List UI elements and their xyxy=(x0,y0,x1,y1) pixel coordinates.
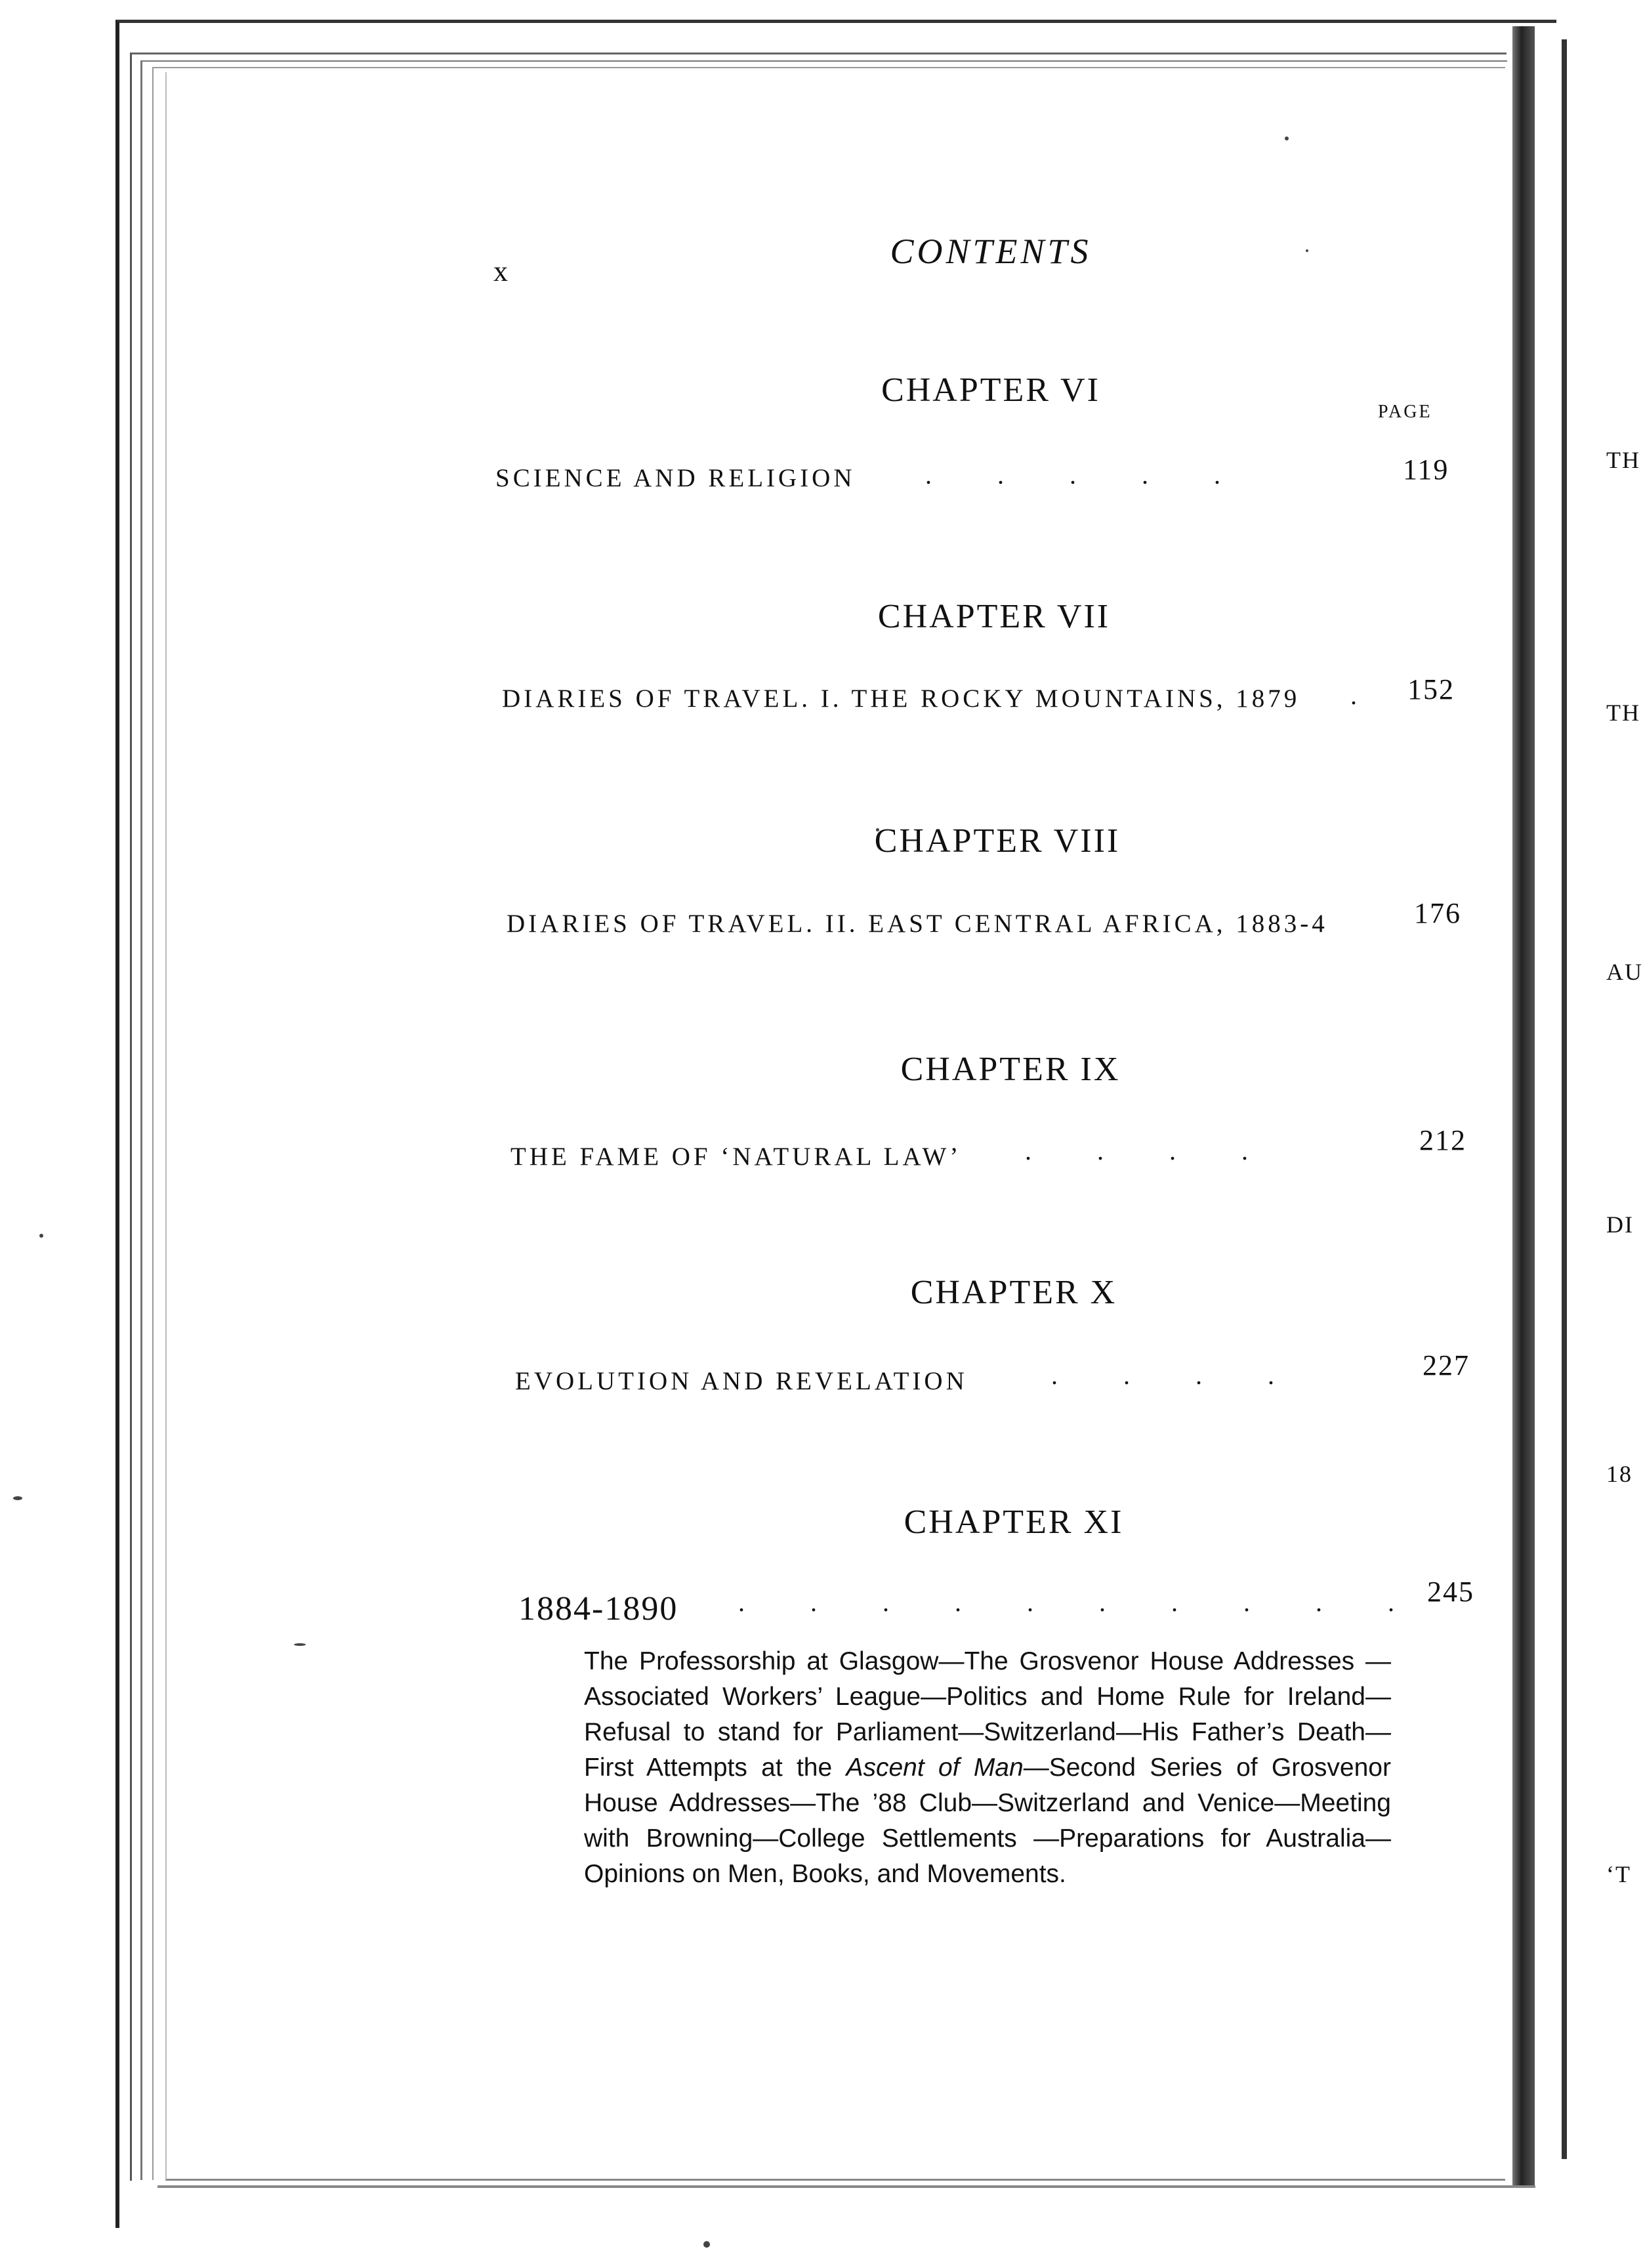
chapter-heading: CHAPTER IX xyxy=(900,1051,1121,1088)
chapter-heading: CHAPTER VI xyxy=(881,371,1100,409)
scan-speck xyxy=(1306,249,1308,252)
contents-entry-title: THE FAME OF ‘NATURAL LAW’ xyxy=(510,1143,962,1171)
book-gutter xyxy=(1512,26,1535,2185)
facing-page-fragment: AU xyxy=(1606,959,1643,985)
synopsis-italic-title: Ascent of Man xyxy=(846,1754,1024,1782)
contents-entry-page: 245 xyxy=(1427,1576,1474,1608)
leader-dots: . . . . . . . . . . xyxy=(738,1587,1394,1617)
gutter-shadow xyxy=(1562,39,1567,2159)
running-head: CONTENTS xyxy=(890,232,1092,271)
scan-speck xyxy=(294,1643,306,1646)
leader-dots: . xyxy=(1350,681,1357,710)
contents-entry-page: 212 xyxy=(1419,1124,1466,1156)
facing-page-fragment: DI xyxy=(1606,1211,1634,1238)
page-bottom-edge xyxy=(157,2185,1535,2188)
page-number: x xyxy=(493,255,508,287)
contents-entry-title: DIARIES OF TRAVEL. I. THE ROCKY MOUNTAINS, 1879 xyxy=(502,684,1300,713)
leader-dots: . . . . xyxy=(1051,1360,1274,1390)
synopsis-text: The Professorship at Glasgow—The Grosvenor House Addresses —Associated Workers’ League—Politics and Home Rule for Ireland—Refusal to stand for Parliament—Switzerland—His Father’s Death—First Attempts at the xyxy=(584,1647,1391,1782)
contents-entry-page: 227 xyxy=(1423,1349,1470,1381)
chapter-heading: CHAPTER VII xyxy=(877,598,1111,635)
contents-entry-title: DIARIES OF TRAVEL. II. EAST CENTRAL AFRICA, 1883-4 xyxy=(507,910,1328,938)
contents-entry-title: EVOLUTION AND REVELATION xyxy=(515,1367,968,1395)
leader-dots: . . . . xyxy=(1025,1136,1248,1166)
facing-page-fragment: TH xyxy=(1606,700,1640,726)
scan-speck xyxy=(703,2241,710,2248)
page-column-label: PAGE xyxy=(1378,402,1432,422)
scan-speck xyxy=(39,1234,43,1238)
facing-page-fragment: ‘T xyxy=(1606,1861,1631,1887)
contents-entry-page: 119 xyxy=(1403,453,1449,486)
chapter-heading: CHAPTER VIII xyxy=(874,822,1121,860)
chapter-heading: CHAPTER X xyxy=(910,1274,1117,1311)
scan-speck xyxy=(1285,136,1289,140)
scan-speck xyxy=(13,1496,22,1500)
chapter-synopsis xyxy=(584,1644,1391,1892)
synopsis-text: —Second Series of Grosvenor House Addresses—The ’88 Club—Switzerland and Venice—Meeting with Browning—College Settlements —Preparations for Australia—Opinions on Men, Books, and Movements. xyxy=(584,1754,1391,1888)
chapter-heading: CHAPTER XI xyxy=(904,1503,1124,1541)
facing-page-fragment: TH xyxy=(1606,447,1640,473)
leader-dots: . . . . . xyxy=(925,460,1220,490)
contents-entry-page: 152 xyxy=(1407,673,1455,705)
contents-entry-title: 1884-1890 xyxy=(518,1590,678,1628)
contents-entry-title: SCIENCE AND RELIGION xyxy=(495,464,856,492)
contents-entry-page: 176 xyxy=(1414,897,1461,929)
facing-page-fragment: 18 xyxy=(1606,1461,1633,1487)
